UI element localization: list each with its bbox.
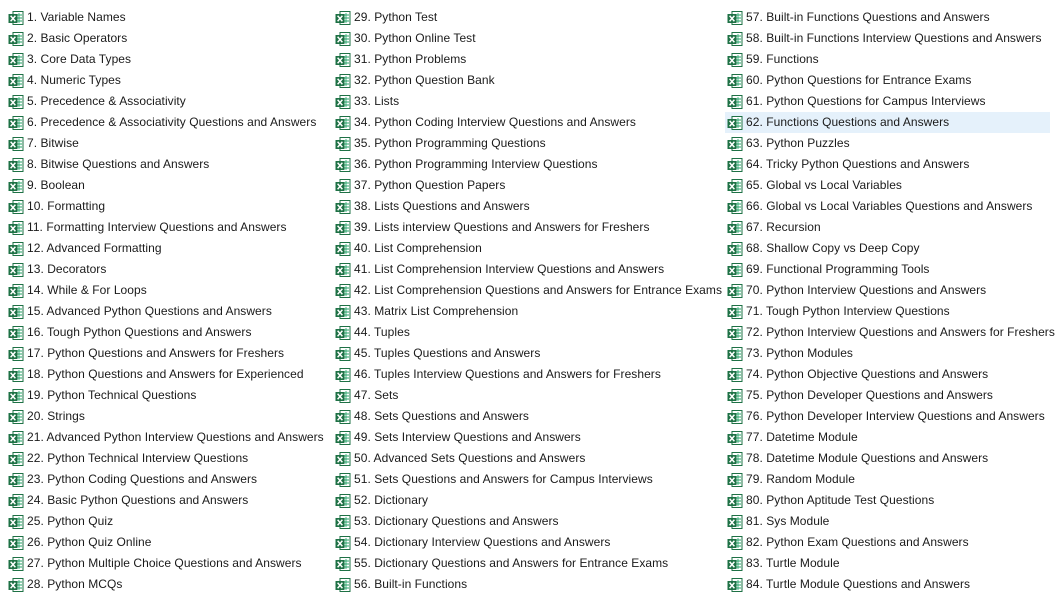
excel-file-icon bbox=[727, 304, 743, 320]
excel-file-icon bbox=[8, 493, 24, 509]
file-name-label: 25. Python Quiz bbox=[27, 514, 114, 528]
file-item[interactable] bbox=[725, 406, 1050, 427]
file-item[interactable] bbox=[6, 217, 322, 238]
file-name-label: 9. Boolean bbox=[27, 178, 85, 192]
excel-file-icon bbox=[335, 346, 351, 362]
excel-file-icon bbox=[8, 514, 24, 530]
file-item[interactable] bbox=[333, 322, 717, 343]
file-item[interactable] bbox=[725, 7, 1050, 28]
file-item[interactable] bbox=[725, 91, 1050, 112]
file-item[interactable] bbox=[725, 574, 1050, 595]
file-name-label: 56. Built-in Functions bbox=[354, 577, 468, 591]
file-name-label: 28. Python MCQs bbox=[27, 577, 123, 591]
excel-file-icon bbox=[8, 262, 24, 278]
file-name-label: 45. Tuples Questions and Answers bbox=[354, 346, 541, 360]
file-item[interactable] bbox=[6, 427, 322, 448]
excel-file-icon bbox=[335, 136, 351, 152]
excel-file-icon bbox=[8, 577, 24, 593]
file-name-label: 78. Datetime Module Questions and Answers bbox=[746, 451, 989, 465]
excel-file-icon bbox=[8, 241, 24, 257]
file-item[interactable] bbox=[333, 112, 717, 133]
file-name-label: 30. Python Online Test bbox=[354, 31, 476, 45]
excel-file-icon bbox=[335, 325, 351, 341]
file-item[interactable] bbox=[6, 532, 322, 553]
file-name-label: 32. Python Question Bank bbox=[354, 73, 495, 87]
file-name-label: 34. Python Coding Interview Questions and Answers bbox=[354, 115, 636, 129]
file-item[interactable] bbox=[333, 532, 717, 553]
file-item[interactable] bbox=[6, 574, 322, 595]
file-name-label: 42. List Comprehension Questions and Answers for Entrance Exams bbox=[354, 283, 723, 297]
file-name-label: 79. Random Module bbox=[746, 472, 855, 486]
excel-file-icon bbox=[727, 10, 743, 26]
file-name-label: 48. Sets Questions and Answers bbox=[354, 409, 529, 423]
excel-file-icon bbox=[8, 73, 24, 89]
file-item[interactable] bbox=[6, 238, 322, 259]
file-name-label: 6. Precedence & Associativity Questions and Answers bbox=[27, 115, 317, 129]
file-name-label: 73. Python Modules bbox=[746, 346, 853, 360]
excel-file-icon bbox=[335, 367, 351, 383]
file-name-label: 7. Bitwise bbox=[27, 136, 79, 150]
file-item[interactable] bbox=[333, 133, 717, 154]
file-name-label: 54. Dictionary Interview Questions and Answers bbox=[354, 535, 611, 549]
excel-file-icon bbox=[727, 283, 743, 299]
file-name-label: 24. Basic Python Questions and Answers bbox=[27, 493, 249, 507]
file-item[interactable] bbox=[6, 70, 322, 91]
file-name-label: 44. Tuples bbox=[354, 325, 410, 339]
excel-file-icon bbox=[335, 577, 351, 593]
file-item[interactable] bbox=[6, 385, 322, 406]
excel-file-icon bbox=[8, 535, 24, 551]
file-name-label: 29. Python Test bbox=[354, 10, 438, 24]
excel-file-icon bbox=[727, 52, 743, 68]
file-item[interactable] bbox=[6, 49, 322, 70]
file-name-label: 14. While & For Loops bbox=[27, 283, 147, 297]
file-name-label: 40. List Comprehension bbox=[354, 241, 482, 255]
excel-file-icon bbox=[727, 367, 743, 383]
excel-file-icon bbox=[8, 136, 24, 152]
excel-file-icon bbox=[335, 157, 351, 173]
excel-file-icon bbox=[727, 94, 743, 110]
file-item-selected[interactable] bbox=[725, 112, 1050, 133]
excel-file-icon bbox=[335, 31, 351, 47]
file-item[interactable] bbox=[6, 490, 322, 511]
excel-file-icon bbox=[335, 472, 351, 488]
file-column-3 bbox=[725, 7, 1055, 595]
file-item[interactable] bbox=[333, 280, 723, 301]
excel-file-icon bbox=[727, 451, 743, 467]
file-item[interactable] bbox=[6, 469, 322, 490]
file-item[interactable] bbox=[725, 28, 1050, 49]
excel-file-icon bbox=[8, 388, 24, 404]
file-name-label: 43. Matrix List Comprehension bbox=[354, 304, 519, 318]
file-name-label: 81. Sys Module bbox=[746, 514, 830, 528]
file-item[interactable] bbox=[333, 49, 717, 70]
excel-file-icon bbox=[335, 115, 351, 131]
excel-file-icon bbox=[335, 430, 351, 446]
excel-file-icon bbox=[8, 430, 24, 446]
excel-file-icon bbox=[727, 556, 743, 572]
excel-file-icon bbox=[727, 346, 743, 362]
file-name-label: 15. Advanced Python Questions and Answers bbox=[27, 304, 272, 318]
file-item[interactable] bbox=[333, 574, 717, 595]
file-item[interactable] bbox=[333, 7, 717, 28]
excel-file-icon bbox=[727, 493, 743, 509]
excel-file-icon bbox=[335, 493, 351, 509]
file-item[interactable] bbox=[6, 301, 322, 322]
file-name-label: 5. Precedence & Associativity bbox=[27, 94, 186, 108]
excel-file-icon bbox=[727, 514, 743, 530]
excel-file-icon bbox=[335, 514, 351, 530]
excel-file-icon bbox=[8, 556, 24, 572]
file-item[interactable] bbox=[333, 154, 717, 175]
file-item[interactable] bbox=[333, 511, 717, 532]
file-item[interactable] bbox=[333, 91, 717, 112]
file-item[interactable] bbox=[725, 49, 1050, 70]
excel-file-icon bbox=[727, 535, 743, 551]
file-name-label: 35. Python Programming Questions bbox=[354, 136, 546, 150]
file-item[interactable] bbox=[725, 427, 1050, 448]
file-item[interactable] bbox=[725, 259, 1050, 280]
file-column-1 bbox=[6, 7, 322, 595]
excel-file-icon bbox=[335, 10, 351, 26]
file-name-label: 63. Python Puzzles bbox=[746, 136, 850, 150]
file-name-label: 55. Dictionary Questions and Answers for Entrance Exams bbox=[354, 556, 669, 570]
file-name-label: 31. Python Problems bbox=[354, 52, 467, 66]
excel-file-icon bbox=[727, 388, 743, 404]
file-name-label: 33. Lists bbox=[354, 94, 400, 108]
file-item[interactable] bbox=[6, 511, 322, 532]
excel-file-icon bbox=[8, 157, 24, 173]
file-item[interactable] bbox=[6, 364, 322, 385]
excel-file-icon bbox=[335, 241, 351, 257]
file-name-label: 51. Sets Questions and Answers for Campus Interviews bbox=[354, 472, 653, 486]
file-item[interactable] bbox=[333, 385, 717, 406]
excel-file-icon bbox=[727, 31, 743, 47]
file-name-label: 72. Python Interview Questions and Answers for Freshers bbox=[746, 325, 1055, 339]
excel-file-icon bbox=[8, 178, 24, 194]
file-item[interactable] bbox=[725, 364, 1050, 385]
file-item[interactable] bbox=[6, 553, 322, 574]
file-name-label: 82. Python Exam Questions and Answers bbox=[746, 535, 969, 549]
file-name-label: 57. Built-in Functions Questions and Answers bbox=[746, 10, 990, 24]
excel-file-icon bbox=[8, 367, 24, 383]
file-name-label: 52. Dictionary bbox=[354, 493, 429, 507]
file-name-label: 59. Functions bbox=[746, 52, 819, 66]
excel-file-icon bbox=[727, 262, 743, 278]
file-item[interactable] bbox=[333, 28, 717, 49]
excel-file-icon bbox=[8, 283, 24, 299]
file-name-label: 61. Python Questions for Campus Interviews bbox=[746, 94, 986, 108]
excel-file-icon bbox=[335, 388, 351, 404]
file-item[interactable] bbox=[725, 70, 1050, 91]
excel-file-icon bbox=[8, 346, 24, 362]
file-item[interactable] bbox=[6, 322, 322, 343]
excel-file-icon bbox=[727, 199, 743, 215]
file-name-label: 75. Python Developer Questions and Answers bbox=[746, 388, 993, 402]
excel-file-icon bbox=[335, 178, 351, 194]
file-item[interactable] bbox=[725, 175, 1050, 196]
file-name-label: 21. Advanced Python Interview Questions and Answers bbox=[27, 430, 324, 444]
file-item[interactable] bbox=[333, 448, 717, 469]
file-name-label: 53. Dictionary Questions and Answers bbox=[354, 514, 559, 528]
file-item[interactable] bbox=[725, 553, 1050, 574]
excel-file-icon bbox=[727, 472, 743, 488]
file-name-label: 49. Sets Interview Questions and Answers bbox=[354, 430, 581, 444]
file-name-label: 47. Sets bbox=[354, 388, 399, 402]
file-name-label: 13. Decorators bbox=[27, 262, 107, 276]
file-name-label: 74. Python Objective Questions and Answers bbox=[746, 367, 989, 381]
excel-file-icon bbox=[335, 199, 351, 215]
excel-file-icon bbox=[335, 52, 351, 68]
excel-file-icon bbox=[727, 409, 743, 425]
excel-file-icon bbox=[335, 73, 351, 89]
file-name-label: 77. Datetime Module bbox=[746, 430, 858, 444]
file-name-label: 68. Shallow Copy vs Deep Copy bbox=[746, 241, 920, 255]
file-name-label: 50. Advanced Sets Questions and Answers bbox=[354, 451, 586, 465]
excel-file-icon bbox=[335, 556, 351, 572]
file-item[interactable] bbox=[725, 154, 1050, 175]
file-item[interactable] bbox=[725, 511, 1050, 532]
excel-file-icon bbox=[727, 115, 743, 131]
file-name-label: 67. Recursion bbox=[746, 220, 821, 234]
file-item[interactable] bbox=[6, 280, 322, 301]
excel-file-icon bbox=[727, 73, 743, 89]
file-name-label: 3. Core Data Types bbox=[27, 52, 132, 66]
file-item[interactable] bbox=[6, 196, 322, 217]
file-name-label: 26. Python Quiz Online bbox=[27, 535, 152, 549]
file-name-label: 1. Variable Names bbox=[27, 10, 126, 24]
excel-file-icon bbox=[8, 325, 24, 341]
file-item[interactable] bbox=[333, 364, 717, 385]
excel-file-icon bbox=[727, 430, 743, 446]
excel-file-icon bbox=[727, 577, 743, 593]
excel-file-icon bbox=[727, 178, 743, 194]
excel-file-icon bbox=[727, 220, 743, 236]
file-name-label: 65. Global vs Local Variables bbox=[746, 178, 902, 192]
file-name-label: 84. Turtle Module Questions and Answers bbox=[746, 577, 971, 591]
file-name-label: 76. Python Developer Interview Questions and Answers bbox=[746, 409, 1045, 423]
file-name-label: 16. Tough Python Questions and Answers bbox=[27, 325, 252, 339]
excel-file-icon bbox=[727, 157, 743, 173]
excel-file-icon bbox=[8, 31, 24, 47]
excel-file-icon bbox=[727, 325, 743, 341]
file-name-label: 22. Python Technical Interview Questions bbox=[27, 451, 249, 465]
file-name-label: 64. Tricky Python Questions and Answers bbox=[746, 157, 970, 171]
file-item[interactable] bbox=[725, 532, 1050, 553]
file-item[interactable] bbox=[6, 448, 322, 469]
file-name-label: 2. Basic Operators bbox=[27, 31, 128, 45]
excel-file-icon bbox=[8, 472, 24, 488]
excel-file-icon bbox=[8, 451, 24, 467]
excel-file-icon bbox=[335, 304, 351, 320]
file-item[interactable] bbox=[333, 490, 717, 511]
file-name-label: 46. Tuples Interview Questions and Answers for Freshers bbox=[354, 367, 661, 381]
excel-file-icon bbox=[8, 304, 24, 320]
file-item[interactable] bbox=[333, 406, 717, 427]
excel-file-icon bbox=[727, 136, 743, 152]
file-name-label: 17. Python Questions and Answers for Freshers bbox=[27, 346, 285, 360]
excel-file-icon bbox=[335, 283, 351, 299]
file-name-label: 10. Formatting bbox=[27, 199, 106, 213]
excel-file-icon bbox=[335, 535, 351, 551]
file-name-label: 11. Formatting Interview Questions and Answers bbox=[27, 220, 287, 234]
file-name-label: 23. Python Coding Questions and Answers bbox=[27, 472, 258, 486]
excel-file-icon bbox=[8, 94, 24, 110]
file-name-label: 8. Bitwise Questions and Answers bbox=[27, 157, 210, 171]
excel-file-icon bbox=[335, 94, 351, 110]
file-name-label: 60. Python Questions for Entrance Exams bbox=[746, 73, 972, 87]
file-item[interactable] bbox=[6, 7, 322, 28]
file-name-label: 70. Python Interview Questions and Answers bbox=[746, 283, 987, 297]
excel-file-icon bbox=[8, 115, 24, 131]
file-item[interactable] bbox=[725, 385, 1050, 406]
file-item[interactable] bbox=[725, 448, 1050, 469]
file-name-label: 62. Functions Questions and Answers bbox=[746, 115, 950, 129]
file-item[interactable] bbox=[333, 427, 717, 448]
file-name-label: 58. Built-in Functions Interview Questions and Answers bbox=[746, 31, 1042, 45]
file-item[interactable] bbox=[725, 469, 1050, 490]
file-name-label: 12. Advanced Formatting bbox=[27, 241, 162, 255]
file-name-label: 20. Strings bbox=[27, 409, 85, 423]
file-item[interactable] bbox=[6, 91, 322, 112]
file-name-label: 83. Turtle Module bbox=[746, 556, 840, 570]
file-item[interactable] bbox=[333, 175, 717, 196]
file-item[interactable] bbox=[725, 280, 1050, 301]
excel-file-icon bbox=[8, 409, 24, 425]
file-item[interactable] bbox=[333, 217, 717, 238]
file-name-label: 4. Numeric Types bbox=[27, 73, 121, 87]
file-name-label: 36. Python Programming Interview Questions bbox=[354, 157, 598, 171]
file-item[interactable] bbox=[6, 175, 322, 196]
file-item[interactable] bbox=[725, 196, 1050, 217]
file-item[interactable] bbox=[725, 217, 1050, 238]
file-item[interactable] bbox=[725, 133, 1050, 154]
file-name-label: 69. Functional Programming Tools bbox=[746, 262, 930, 276]
excel-file-icon bbox=[335, 451, 351, 467]
file-item[interactable] bbox=[6, 133, 322, 154]
file-name-label: 27. Python Multiple Choice Questions and Answers bbox=[27, 556, 302, 570]
file-name-label: 66. Global vs Local Variables Questions and Answers bbox=[746, 199, 1033, 213]
file-item[interactable] bbox=[333, 469, 717, 490]
file-item[interactable] bbox=[6, 343, 322, 364]
file-name-label: 18. Python Questions and Answers for Experienced bbox=[27, 367, 304, 381]
file-item[interactable] bbox=[333, 553, 717, 574]
file-name-label: 80. Python Aptitude Test Questions bbox=[746, 493, 935, 507]
file-item[interactable] bbox=[725, 322, 1055, 343]
excel-file-icon bbox=[335, 220, 351, 236]
excel-file-icon bbox=[8, 199, 24, 215]
file-item[interactable] bbox=[6, 112, 322, 133]
file-name-label: 37. Python Question Papers bbox=[354, 178, 506, 192]
file-name-label: 19. Python Technical Questions bbox=[27, 388, 197, 402]
file-item[interactable] bbox=[6, 154, 322, 175]
file-item[interactable] bbox=[333, 259, 717, 280]
file-item[interactable] bbox=[333, 343, 717, 364]
file-item[interactable] bbox=[725, 490, 1050, 511]
file-item[interactable] bbox=[725, 301, 1050, 322]
file-item[interactable] bbox=[725, 238, 1050, 259]
excel-file-icon bbox=[8, 220, 24, 236]
file-column-2 bbox=[333, 7, 723, 595]
excel-file-icon bbox=[335, 409, 351, 425]
file-item[interactable] bbox=[333, 238, 717, 259]
file-name-label: 39. Lists interview Questions and Answers for Freshers bbox=[354, 220, 650, 234]
file-name-label: 38. Lists Questions and Answers bbox=[354, 199, 530, 213]
file-item[interactable] bbox=[333, 301, 717, 322]
file-item[interactable] bbox=[6, 28, 322, 49]
excel-file-icon bbox=[8, 52, 24, 68]
excel-file-icon bbox=[8, 10, 24, 26]
file-item[interactable] bbox=[333, 70, 717, 91]
file-name-label: 71. Tough Python Interview Questions bbox=[746, 304, 950, 318]
file-item[interactable] bbox=[6, 259, 322, 280]
excel-file-icon bbox=[335, 262, 351, 278]
file-item[interactable] bbox=[725, 343, 1050, 364]
file-item[interactable] bbox=[333, 196, 717, 217]
file-item[interactable] bbox=[6, 406, 322, 427]
excel-file-icon bbox=[727, 241, 743, 257]
file-name-label: 41. List Comprehension Interview Questions and Answers bbox=[354, 262, 665, 276]
